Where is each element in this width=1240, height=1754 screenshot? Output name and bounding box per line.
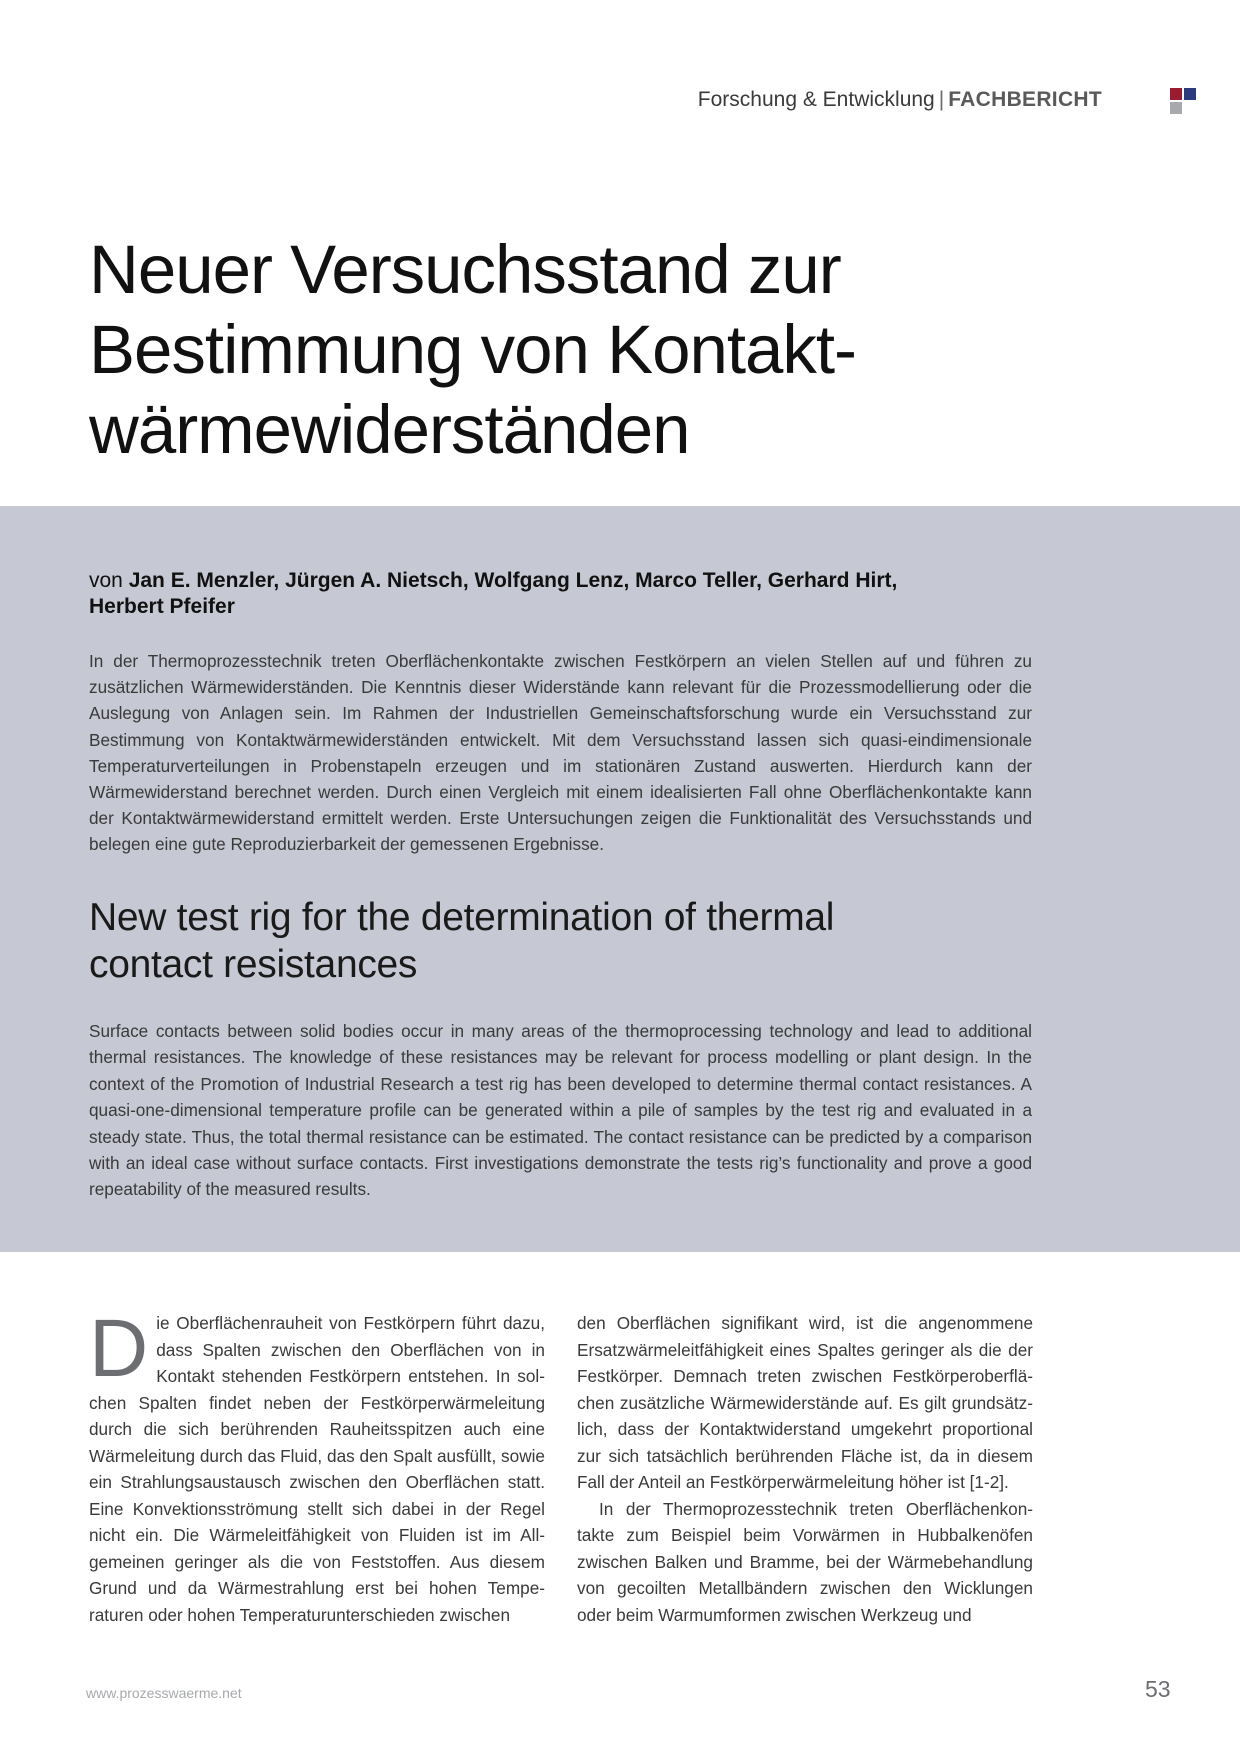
english-title-line-2: contact resistances — [89, 943, 418, 986]
body-paragraph: den Oberflächen signifikant wird, ist die angenommene Ersatzwärmeleitfähigkeit eines Spaltes geringer als die der Festkörper. Demnach treten zwischen Festkörperoberflächen zusätzliche Wärmewiderstände auf. Es gilt grundsätzlich, dass der Kontaktwiderstand umgekehrt proportional zur sich tatsächlich berührenden Fläche ist, da in diesem Fall der Anteil an Festkörperwärmeleitung höher ist [1-2]. — [577, 1313, 1033, 1492]
body-text: ie Oberflächenrauheit von Festkörpern führt dazu, dass Spalten zwischen den Oberflächen von in Kontakt stehenden Festkörpern entstehen. In solchen Spalten findet neben der Festkörperwärmeleitung durch die sich berührenden Rauheitsspitzen auch eine Wärmeleitung durch das Fluid, das den Spalt ausfüllt, sowie ein Strahlungsaustausch zwischen den Oberflächen statt. Eine Konvektionsströmung stellt sich dabei in der Regel nicht ein. Die Wärmeleitfähigkeit von Fluiden ist im Allgemeinen geringer als die von Feststoffen. Aus diesem Grund und da Wärmestrahlung erst bei hohen Temperaturen oder hohen Temperaturunterschieden zwischen — [89, 1313, 545, 1625]
logo-blue-square — [1184, 88, 1196, 100]
body-column-left — [89, 1303, 545, 1628]
drop-cap: D — [89, 1303, 149, 1394]
logo-red-square — [1170, 88, 1182, 100]
page-number: 53 — [1145, 1676, 1171, 1702]
body-column-right — [577, 1310, 1033, 1628]
english-title-line-1: New test rig for the determination of thermal — [89, 896, 835, 939]
article-title — [89, 230, 1089, 470]
abstract-german: In der Thermoprozesstechnik treten Oberflächenkontakte zwischen Festkörpern an vielen Stellen auf und führen zu zusätzlichen Wärmewiderständen. Die Kenntnis dieser Widerstände kann relevant für die Prozessmodellierung oder die Auslegung von Anlagen sein. Im Rahmen der Industriellen Gemeinschaftsforschung wurde ein Versuchsstand zur Bestimmung von Kontaktwärmewiderständen entwickelt. Mit dem Versuchsstand lassen sich quasi-eindimensionale Temperaturverteilungen in Probenstapeln erzeugen und im stationären Zustand auswerten. Hierdurch kann der Wärmewiderstand berechnet werden. Durch einen Vergleich mit einem idealisierten Fall ohne Oberflächenkontakte kann der Kontaktwärmewiderstand ermittelt werden. Erste Untersuchungen zeigen die Funktionalität des Versuchsstands und belegen eine gute Reproduzierbarkeit der gemessenen Ergebnisse. — [89, 651, 1032, 855]
publisher-logo-icon — [1170, 88, 1200, 118]
authors-prefix: von — [89, 569, 123, 592]
footer-url: www.prozesswaerme.net — [86, 1685, 242, 1701]
english-title — [89, 894, 989, 988]
author-list — [89, 568, 1039, 620]
header-category: FACHBERICHT — [948, 88, 1102, 111]
title-line-3: wärmewiderständen — [89, 391, 690, 468]
title-line-1: Neuer Versuchsstand zur — [89, 231, 841, 308]
body-paragraph: In der Thermoprozesstechnik treten Oberflächenkontakte zum Beispiel beim Vorwärmen in Hubbalkenöfen zwischen Balken und Bramme, bei der Wärmebehandlung von gecoilten Metallbändern zwischen den Wicklungen oder beim Warmumformen zwischen Werkzeug und — [577, 1498, 1033, 1625]
authors-line-2: Herbert Pfeifer — [89, 595, 235, 618]
title-line-2: Bestimmung von Kontakt- — [89, 311, 857, 388]
body-paragraph — [89, 1303, 545, 1628]
running-header — [698, 88, 1102, 112]
authors-line-1: Jan E. Menzler, Jürgen A. Nietsch, Wolfgang Lenz, Marco Teller, Gerhard Hirt, — [128, 569, 898, 592]
header-section: Forschung & Entwicklung — [697, 88, 935, 111]
logo-grey-square — [1170, 102, 1182, 114]
header-separator: | — [938, 88, 945, 111]
abstract-english: Surface contacts between solid bodies occur in many areas of the thermoprocessing technology and lead to additional thermal resistances. The knowledge of these resistances may be relevant for process modelling or plant design. In the context of the Promotion of Industrial Research a test rig has been developed to determine thermal contact resistances. A quasi-one-dimensional temperature profile can be generated within a pile of samples by the test rig and evaluated in a steady state. Thus, the total thermal resistance can be estimated. The contact resistance can be predicted by a comparison with an ideal case without surface contacts. First investigations demonstrate the tests rig’s functionality and prove a good repeatability of the measured results. — [89, 1021, 1032, 1200]
